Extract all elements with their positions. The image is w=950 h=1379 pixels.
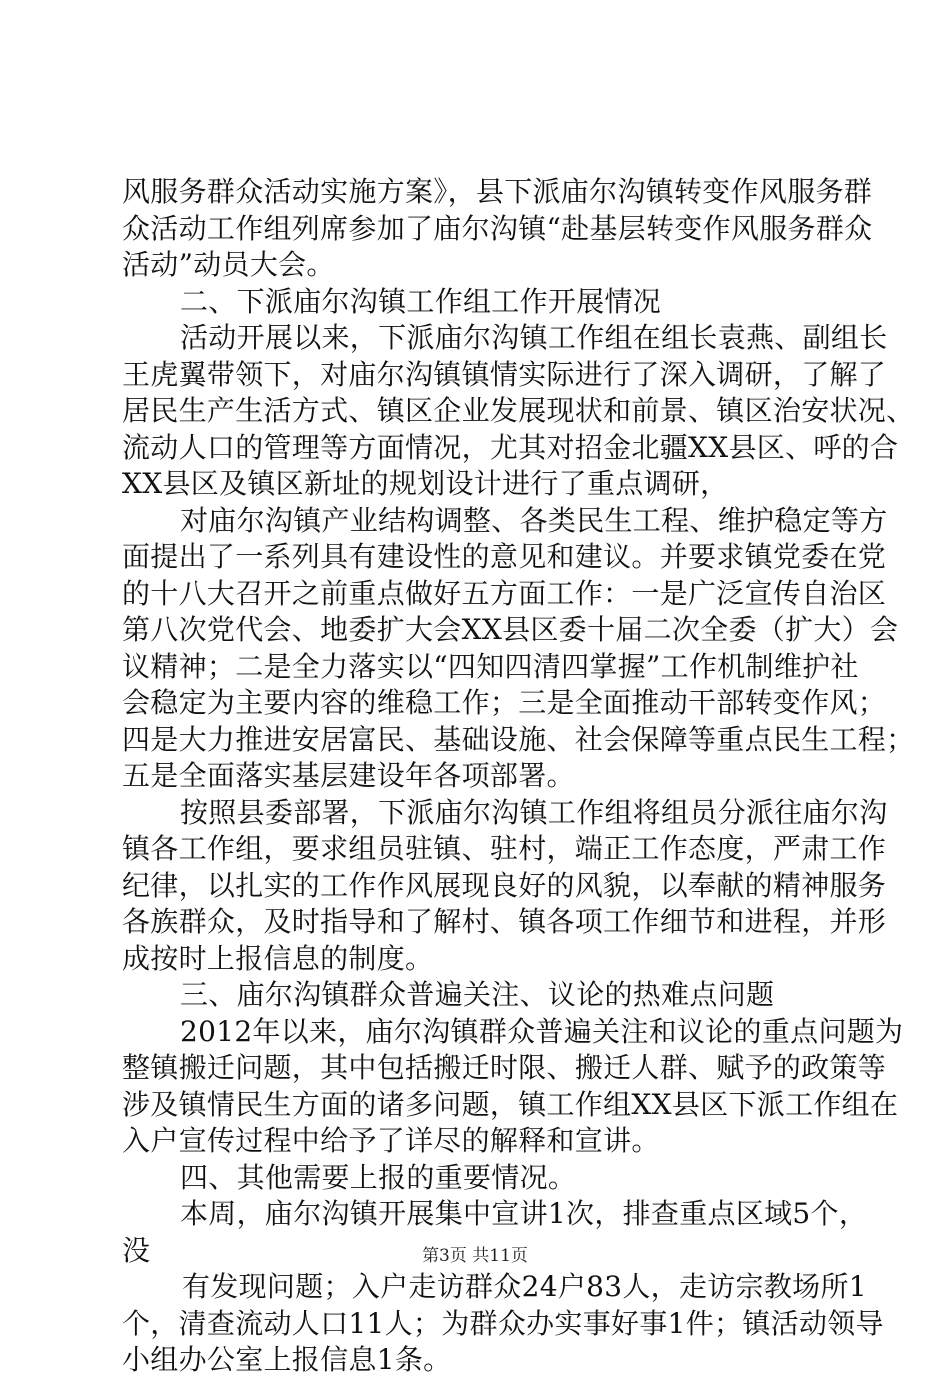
text-line: 成按时上报信息的制度。 (122, 941, 434, 975)
text-line: 王虎翼带领下，对庙尔沟镇镇情实际进行了深入调研，了解了 (122, 357, 887, 391)
text-line: 活动”动员大会。 (122, 248, 335, 281)
page-number-footer: 第3页 共11页 (422, 1246, 528, 1266)
text-line: 面提出了一系列具有建设性的意见和建议。并要求镇党委在党 (122, 540, 887, 573)
text-line: 整镇搬迁问题，其中包括搬迁时限、搬迁人群、赋予的政策等 (122, 1051, 887, 1084)
text-line: 居民生产生活方式、镇区企业发展现状和前景、镇区治安状况、 (122, 394, 915, 427)
text-line: 各族群众，及时指导和了解村、镇各项工作细节和进程，并形 (122, 905, 887, 938)
text-line: 的十八大召开之前重点做好五方面工作：一是广泛宣传自治区 (122, 576, 887, 610)
text-line: 涉及镇情民生方面的诸多问题，镇工作组XX县区下派工作组在 (122, 1087, 899, 1121)
text-line: 对庙尔沟镇产业结构调整、各类民生工程、维护稳定等方 (180, 503, 888, 537)
text-line: 纪律，以扎实的工作作风展现良好的风貌，以奉献的精神服务 (122, 868, 887, 902)
section-heading: 二、下派庙尔沟镇工作组工作开展情况 (180, 284, 662, 318)
text-line: 本周，庙尔沟镇开展集中宣讲1次，排查重点区域5个， (180, 1197, 868, 1230)
text-line: 风服务群众活动实施方案》，县下派庙尔沟镇转变作风服务群 (122, 175, 873, 208)
document-body (122, 174, 915, 1379)
section-heading: 三、庙尔沟镇群众普遍关注、议论的热难点问题 (180, 978, 775, 1011)
text-line: 按照县委部署，下派庙尔沟镇工作组将组员分派往庙尔沟 (180, 795, 888, 829)
text-line: XX县区及镇区新址的规划设计进行了重点调研， (122, 467, 729, 500)
text-line: 镇各工作组，要求组员驻镇、驻村，端正工作态度，严肃工作 (122, 832, 887, 865)
text-line: 小组办公室上报信息1条。 (122, 1343, 452, 1376)
text-line: 个，清查流动人口11人；为群众办实事好事1件；镇活动领导 (122, 1306, 884, 1340)
text-line: 五是全面落实基层建设年各项部署。 (122, 759, 575, 792)
section-heading: 四、其他需要上报的重要情况。 (180, 1160, 577, 1194)
text-line: 2012年以来，庙尔沟镇群众普遍关注和议论的重点问题为 (180, 1014, 904, 1048)
text-line: 四是大力推进安居富民、基础设施、社会保障等重点民生工程； (122, 722, 915, 756)
text-line: 会稳定为主要内容的维稳工作；三是全面推动干部转变作风； (122, 686, 887, 719)
text-line: 活动开展以来，下派庙尔沟镇工作组在组长袁燕、副组长 (180, 321, 888, 354)
text-line: 没 (122, 1233, 151, 1267)
text-line: 众活动工作组列席参加了庙尔沟镇“赴基层转变作风服务群众 (122, 211, 873, 245)
text-line: 入户宣传过程中给予了详尽的解释和宣讲。 (122, 1124, 660, 1157)
text-line: 有发现问题；入户走访群众24户83人，走访宗教场所1 (182, 1270, 867, 1303)
text-line: 议精神；二是全力落实以“四知四清四掌握”工作机制维护社 (122, 649, 859, 683)
text-line: 流动人口的管理等方面情况，尤其对招金北疆XX县区、呼的合 (122, 430, 899, 464)
text-line: 第八次党代会、地委扩大会XX县区委十届二次全委（扩大）会 (122, 613, 899, 646)
